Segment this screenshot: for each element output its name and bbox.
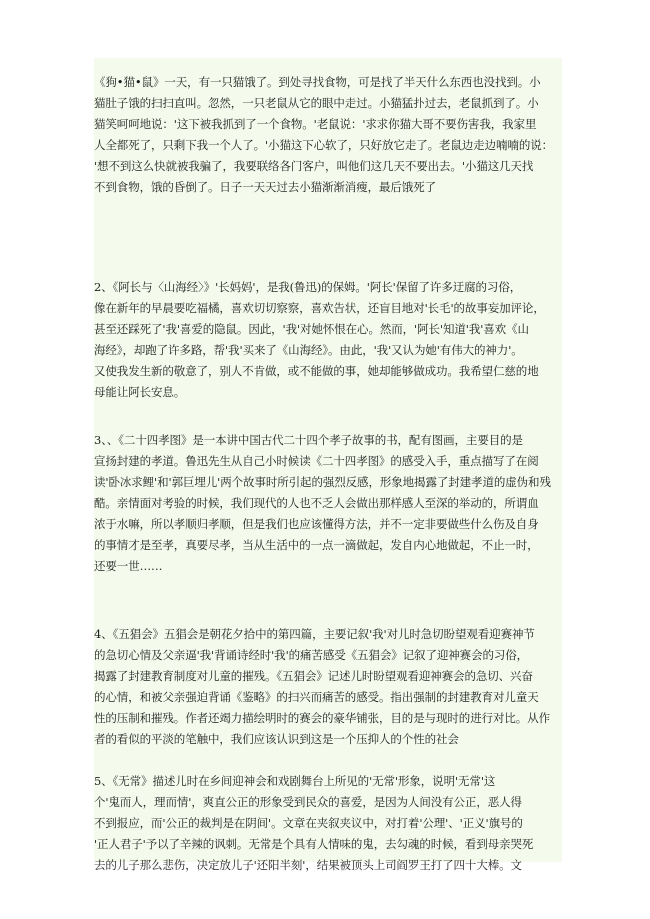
text-line: 4、《五猖会》五猖会是朝花夕拾中的第四篇，主要记叙'我'对儿时急切盼望观看迎赛神节 (94, 627, 535, 641)
text-line: 2、《阿长与〈山海经〉》'长妈妈'，是我(鲁迅)的保姆。'阿长'保留了许多迂腐的习俗， (94, 280, 522, 294)
text-line: 去的儿子那么悲伤，决定放儿子'还阳半刻'，结果被顶头上司阎罗王打了四十大棒。文 (94, 858, 522, 872)
text-line: 者的看似的平淡的笔触中，我们应该认识到这是一个压抑人的个性的社会 (94, 732, 459, 746)
text-line: 的急切心情及父亲逼'我'背诵诗经时'我'的痛苦感受《五猖会》记叙了迎神赛会的习俗， (94, 648, 529, 662)
text-line: 读'卧冰求鲤'和'郭巨埋儿'两个故事时所引起的强烈反感，形象地揭露了封建孝道的虚伪和残 (94, 475, 551, 489)
text-line: 个'鬼而人，理而情'，爽直公正的形象受到民众的喜爱，是因为人间没有公正，恶人得 (94, 795, 522, 809)
text-line: 5、《无常》描述儿时在乡间迎神会和戏剧舞台上所见的'无常'形象，说明'无常'这 (94, 774, 496, 788)
paragraph-wu-chang-hui (94, 624, 562, 750)
text-line: 的心情，和被父亲强迫背诵《鉴略》的扫兴而痛苦的感受。指出强制的封建教育对儿童天 (94, 690, 539, 704)
text-line: 3、、《二十四孝图》是一本讲中国古代二十四个孝子故事的书，配有图画，主要目的是 (94, 433, 523, 447)
text-line: 猫笑呵呵地说：'这下被我抓到了一个食物。'老鼠说：'求求你猫大哥不要伤害我，我家里 (94, 117, 537, 131)
text-line: 母能让阿长安息。 (94, 385, 186, 399)
document-page (94, 58, 562, 872)
text-line: '想不到这么快就被我骗了，我要联络各门客户，叫他们这几天不要出去。'小猫这几天找 (94, 159, 534, 173)
text-line: '正人君子'予以了辛辣的讽刺。无常是个具有人情味的鬼，去勾魂的时候，看到母亲哭死 (94, 837, 534, 851)
text-line: 性的压制和摧残。作者还竭力描绘明时的赛会的豪华铺张，目的是与现时的进行对比。从作 (94, 711, 550, 725)
text-line: 像在新年的早晨要吃福橘，喜欢切切察察，喜欢告状，还盲目地对'长毛'的故事妄加评论， (94, 301, 545, 315)
text-line: 不到报应，而'公正的裁判是在阴间'。文章在夹叙夹议中，对打着'公理'、'正义'旗号的 (94, 816, 523, 830)
text-line: 海经》，却跑了许多路，帮'我'买来了《山海经》。由此，'我'又认为她'有伟大的神力'。 (94, 343, 523, 357)
text-line: 还要一世…… (94, 559, 163, 573)
text-line: 浓于水嘛，所以孝顺归孝顺，但是我们也应该懂得方法，并不一定非要做些什么伤及自身 (94, 517, 539, 531)
text-line: 猫肚子饿的扫扫直叫。忽然，一只老鼠从它的眼中走过。小猫猛扑过去，老鼠抓到了。小 (94, 96, 539, 110)
text-line: 的事情才是至孝，真要尽孝，当从生活中的一点一滴做起，发自内心地做起，不止一时， (94, 538, 539, 552)
text-line: 揭露了封建教育制度对儿童的摧残。《五猖会》记述儿时盼望观看迎神赛会的急切、兴奋 (94, 669, 533, 683)
text-line: 人全都死了，只剩下我一个人了。'小猫这下心软了，只好放它走了。老鼠边走边喃喃的说： (94, 138, 554, 152)
paragraph-dog-cat-mouse (94, 72, 562, 198)
text-line: 不到食物，饿的昏倒了。日子一天天过去小猫渐渐消瘦，最后饿死了 (94, 180, 436, 194)
paragraph-twenty-four-filial (94, 430, 562, 577)
paragraph-wu-chang (94, 771, 562, 876)
text-line: 又使我发生新的敬意了，别人不肯做，或不能做的事，她却能够做成功。我希望仁慈的地 (94, 364, 539, 378)
text-line: 酷。亲情面对考验的时候，我们现代的人也不乏人会做出那样感人至深的举动的，所谓血 (94, 496, 539, 510)
text-line: 《狗•猫•鼠》一天，有一只猫饿了。到处寻找食物，可是找了半天什么东西也没找到。小 (94, 75, 541, 89)
paragraph-a-chang (94, 277, 562, 403)
text-line: 宣扬封建的孝道。鲁迅先生从自己小时候读《二十四孝图》的感受入手，重点描写了在阅 (94, 454, 539, 468)
text-line: 甚至还踩死了'我'喜爱的隐鼠。因此，'我'对她怀恨在心。然而，'阿长'知道'我'喜欢《山 (94, 322, 529, 336)
